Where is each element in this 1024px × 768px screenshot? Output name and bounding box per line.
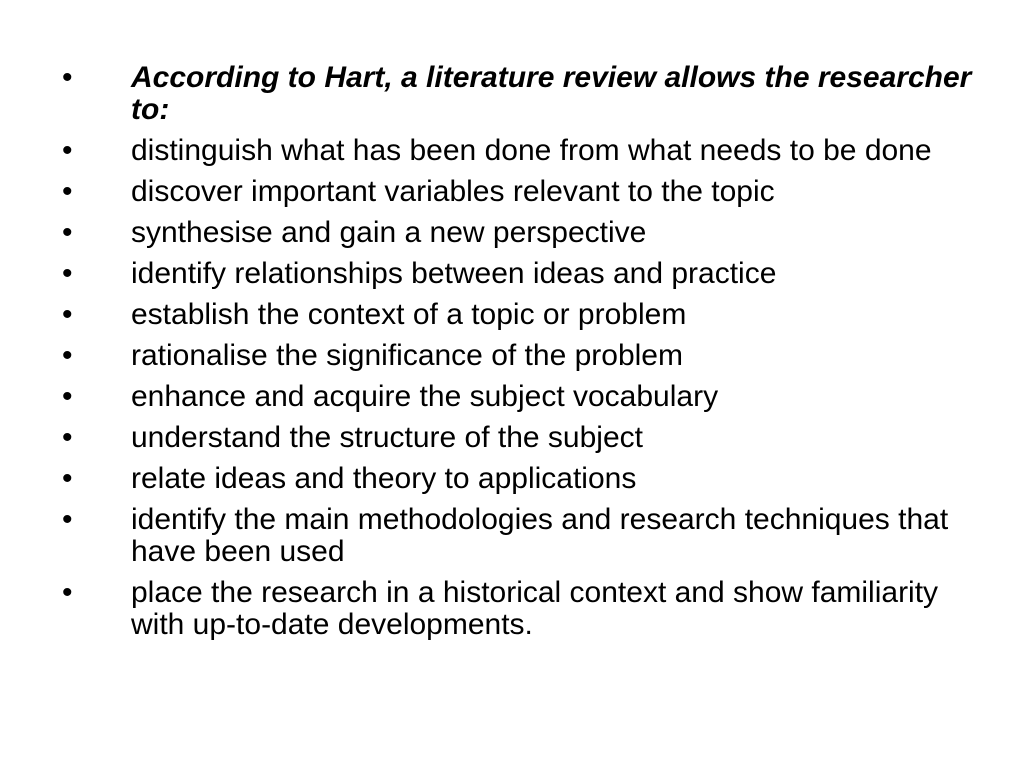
bullet-icon: • — [62, 339, 73, 372]
bullet-list — [60, 62, 980, 650]
list-item — [60, 258, 980, 290]
bullet-icon: • — [62, 134, 73, 167]
bullet-icon: • — [62, 257, 73, 290]
list-item-text: discover important variables relevant to the topic — [131, 175, 775, 208]
bullet-icon: • — [62, 298, 73, 331]
list-item — [60, 577, 980, 641]
bullet-icon: • — [62, 576, 73, 609]
list-item-text: synthesise and gain a new perspective — [131, 216, 647, 249]
list-item — [60, 340, 980, 372]
list-item — [60, 299, 980, 331]
list-item-text: place the research in a historical context and show familiarity with up-to-date developments. — [131, 576, 939, 641]
list-item-text: establish the context of a topic or problem — [131, 298, 687, 331]
list-item-text: relate ideas and theory to applications — [131, 462, 637, 495]
bullet-icon: • — [62, 380, 73, 413]
list-item-text: enhance and acquire the subject vocabulary — [131, 380, 719, 413]
intro-bullet — [60, 62, 980, 126]
list-item-text: identify the main methodologies and research techniques that have been used — [131, 503, 949, 568]
bullet-icon: • — [62, 421, 73, 454]
list-item — [60, 176, 980, 208]
list-item — [60, 381, 980, 413]
intro-text: According to Hart, a literature review allows the researcher to: — [131, 61, 972, 126]
list-item — [60, 504, 980, 568]
list-item-text: rationalise the significance of the problem — [131, 339, 683, 372]
bullet-icon: • — [62, 503, 73, 536]
list-item — [60, 422, 980, 454]
bullet-icon: • — [62, 216, 73, 249]
list-item — [60, 217, 980, 249]
bullet-icon: • — [62, 462, 73, 495]
list-item-text: identify relationships between ideas and practice — [131, 257, 777, 290]
list-item-text: understand the structure of the subject — [131, 421, 643, 454]
list-item-text: distinguish what has been done from what needs to be done — [131, 134, 932, 167]
bullet-icon: • — [62, 175, 73, 208]
list-item — [60, 135, 980, 167]
bullet-icon: • — [62, 61, 73, 94]
list-item — [60, 463, 980, 495]
